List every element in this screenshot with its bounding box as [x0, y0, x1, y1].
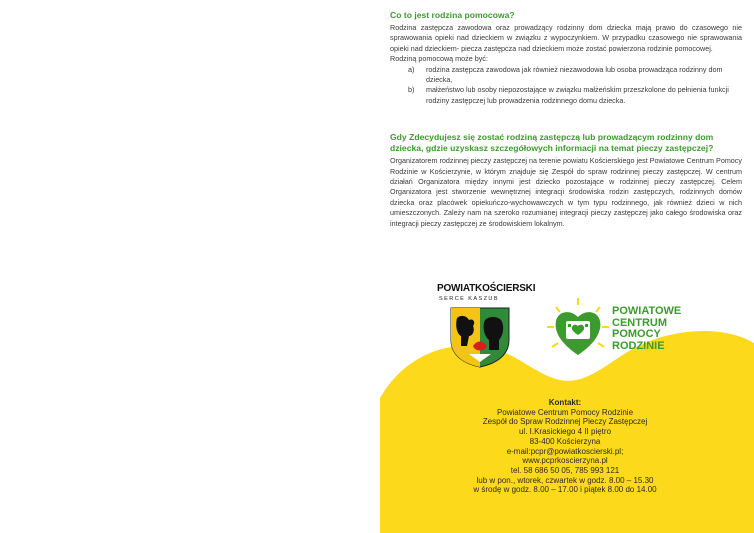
blank-left-panel	[0, 0, 372, 533]
text-column	[390, 10, 742, 229]
section1-paragraph: Rodzina zastępcza zawodowa oraz prowadzący rodzinny dom dziecka mają prawo do czasowego nie sprawowania opieki nad dzieckiem w związku z wypoczynkiem. W przypadku czasowego nie sprawowania opieki nad dzieckiem- piecza zastępcza nad dzieckiem może zostać powierzona rodzinie pomocowej.	[390, 23, 742, 53]
powiat-logo-subtitle: SERCE KASZUB	[439, 296, 500, 302]
contact-line: Zespół do Spraw Rodzinnej Pieczy Zastępczej	[482, 417, 648, 427]
list-item-text: rodzina zastępcza zawodowa jak również niezawodowa lub osoba prowadząca rodzinny dom dziecka,	[426, 64, 723, 85]
coat-of-arms-icon	[449, 306, 511, 368]
section1-heading: Co to jest rodzina pomocowa?	[390, 10, 515, 20]
contact-email[interactable]: e-mail:pcpr@powiatkoscierski.pl;	[506, 446, 624, 456]
pcpr-line: POMOCY	[612, 328, 661, 340]
contact-block	[440, 398, 690, 495]
list-marker: a)	[408, 64, 415, 74]
contact-label: Kontakt:	[548, 398, 582, 407]
powiat-logo-title: POWIATKOŚCIERSKI	[437, 283, 536, 294]
pcpr-line: CENTRUM	[612, 316, 667, 329]
list-item	[408, 65, 742, 86]
pcpr-line: POWIATOWE	[612, 305, 682, 317]
pcpr-logo-text	[612, 306, 681, 352]
list-item-text: małżeństwo lub osoby niepozostające w związku małżeńskim przeszkolone do pełnienia funkcji rodziny zastępczej lub prowadzenia rodzinnego domu dziecka.	[426, 85, 729, 105]
pcpr-line: RODZINIE	[612, 339, 665, 352]
contact-hours: lub w pon., wtorek, czwartek w godz. 8.00 – 15.30	[476, 475, 654, 485]
list-item	[408, 85, 742, 106]
contact-hours: w środę w godz. 8.00 – 17.00 i piątek 8.00 do 14.00	[473, 485, 657, 495]
contact-line: 83-400 Kościerzyna	[529, 436, 601, 446]
helper-family-list	[390, 65, 742, 107]
section2-heading: Gdy Zdecydujesz się zostać rodziną zastępczą lub prowadzącym rodzinny dom dziecka, gdzie uzyskasz szczegółowych informacji na temat pieczy zastępczej?	[390, 132, 714, 154]
list-marker: b)	[408, 85, 415, 95]
contact-line: Powiatowe Centrum Pomocy Rodzinie	[496, 407, 634, 417]
pcpr-heart-logo-icon	[546, 297, 610, 361]
section1-intro: Rodziną pomocową może być:	[390, 54, 488, 64]
section2-paragraph: Organizatorem rodzinnej pieczy zastępczej na terenie powiatu Kościerskiego jest Powiatowe Centrum Pomocy Rodzinie w Kościerzynie, w którym znajduje się Zespół do spraw rodzinnej pieczy zastępczej. W centrum działań Organizatora między innymi jest dziecko pozostające w rodzinnej pieczy zastępczej. Celem Organizatora jest stworzenie wewnętrznej integracji środowiska rodzin zastępczych, rodzinnych domów dziecka oraz placówek opiekuńczo-wychowawczych w tym typu rodzinnego, jak również dzieci w nich umieszczonych. Zależy nam na szeroko rozumianej integracji pieczy zastępczej jako całego środowiska oraz integracji pieczy zastępczej ze środowiskiem lokalnym.	[390, 156, 742, 228]
contact-phone: tel. 58 686 50 05, 785 993 121	[510, 465, 620, 475]
contact-website[interactable]: www.pcprkoscierzyna.pl	[522, 456, 608, 466]
contact-line: ul. I.Krasickiego 4 II piętro	[518, 427, 612, 437]
